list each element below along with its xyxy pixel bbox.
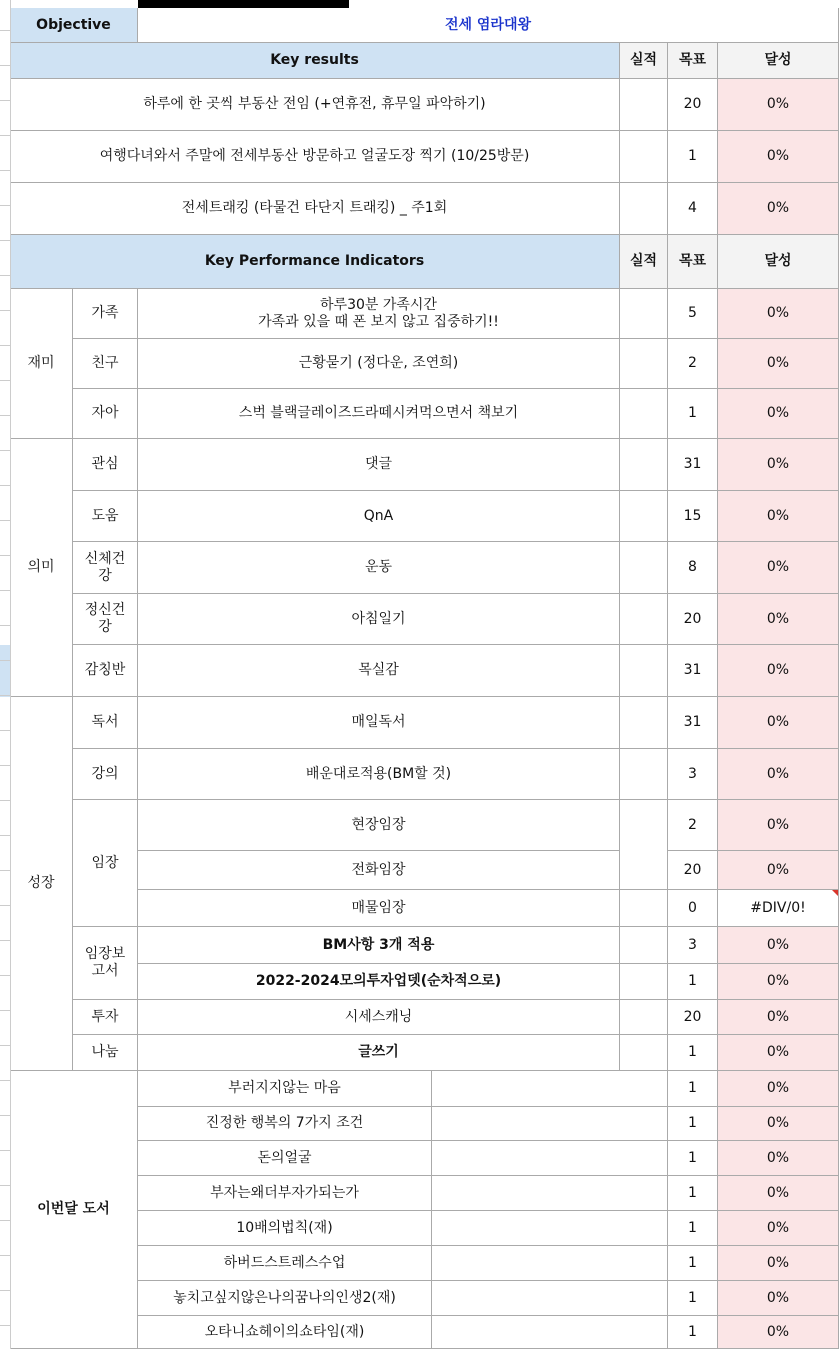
- gutter-gridline: [0, 590, 10, 591]
- kpi-target[interactable]: 20: [668, 851, 718, 890]
- kpi-actual[interactable]: [620, 927, 668, 964]
- kpi-item[interactable]: 매일독서: [138, 697, 620, 749]
- kpi-category[interactable]: 가족: [73, 289, 138, 339]
- kpi-item[interactable]: 하루30분 가족시간 가족과 있을 때 폰 보지 않고 집중하기!!: [138, 289, 620, 339]
- kpi-actual[interactable]: [620, 800, 668, 890]
- key-result-achieved[interactable]: 0%: [718, 131, 839, 183]
- gutter-gridline: [0, 660, 10, 661]
- kpi-target[interactable]: 15: [668, 491, 718, 542]
- kpi-actual[interactable]: [620, 389, 668, 439]
- book-target[interactable]: 1: [668, 1176, 718, 1211]
- book-title[interactable]: 오타니쇼헤이의쇼타임(재): [138, 1316, 432, 1349]
- kpi-category[interactable]: 독서: [73, 697, 138, 749]
- book-achieved[interactable]: 0%: [718, 1211, 839, 1246]
- kpi-achieved[interactable]: 0%: [718, 389, 839, 439]
- kpi-achieved[interactable]: 0%: [718, 289, 839, 339]
- key-result-actual[interactable]: [620, 183, 668, 235]
- book-achieved[interactable]: 0%: [718, 1107, 839, 1141]
- kpi-actual[interactable]: [620, 339, 668, 389]
- kpi-actual[interactable]: [620, 491, 668, 542]
- error-comment-flag-icon: [832, 890, 838, 896]
- gutter-gridline: [0, 730, 10, 731]
- kpi-category[interactable]: 임장보 고서: [73, 927, 138, 1000]
- kpi-category[interactable]: 도움: [73, 491, 138, 542]
- kpi-item[interactable]: 아침일기: [138, 594, 620, 645]
- gutter-gridline: [0, 1150, 10, 1151]
- kpi-category[interactable]: 친구: [73, 339, 138, 389]
- kpi-item[interactable]: 스벅 블랙글레이즈드라떼시켜먹으면서 책보기: [138, 389, 620, 439]
- book-target[interactable]: 1: [668, 1071, 718, 1107]
- kpi-item[interactable]: 댓글: [138, 439, 620, 491]
- book-actual[interactable]: [432, 1141, 668, 1176]
- kpi-achieved[interactable]: #DIV/0!: [718, 890, 839, 927]
- key-result-achieved[interactable]: 0%: [718, 79, 839, 131]
- gutter-gridline: [0, 1255, 10, 1256]
- gutter-gridline: [0, 450, 10, 451]
- key-result-target[interactable]: 20: [668, 79, 718, 131]
- kpi-actual[interactable]: [620, 594, 668, 645]
- key-result-target[interactable]: 1: [668, 131, 718, 183]
- kpi-achieved[interactable]: 0%: [718, 697, 839, 749]
- kpi-achieved[interactable]: 0%: [718, 1000, 839, 1035]
- book-title[interactable]: 부자는왜더부자가되는가: [138, 1176, 432, 1211]
- gutter-gridline: [0, 1080, 10, 1081]
- gutter-gridline: [0, 940, 10, 941]
- book-actual[interactable]: [432, 1176, 668, 1211]
- kpi-category[interactable]: 관심: [73, 439, 138, 491]
- key-result-actual[interactable]: [620, 79, 668, 131]
- kpi-achieved[interactable]: 0%: [718, 594, 839, 645]
- gutter-gridline: [0, 800, 10, 801]
- book-title[interactable]: 10배의법칙(재): [138, 1211, 432, 1246]
- kpi-actual[interactable]: [620, 890, 668, 927]
- book-actual[interactable]: [432, 1281, 668, 1316]
- book-title[interactable]: 놓치고싶지않은나의꿈나의인생2(재): [138, 1281, 432, 1316]
- kpi-category[interactable]: 정신건 강: [73, 594, 138, 645]
- kpi-category[interactable]: 임장: [73, 800, 138, 927]
- kpi-target[interactable]: 1: [668, 1035, 718, 1071]
- gutter-gridline: [0, 1220, 10, 1221]
- gutter-gridline: [0, 905, 10, 906]
- gutter-gridline: [0, 310, 10, 311]
- kpi-item[interactable]: BM사항 3개 적용: [138, 927, 620, 964]
- gutter-gridline: [0, 415, 10, 416]
- book-target[interactable]: 1: [668, 1246, 718, 1281]
- kpi-actual-header[interactable]: 실적: [620, 235, 668, 289]
- gutter-gridline: [0, 765, 10, 766]
- kpi-achieved-header[interactable]: 달성: [718, 235, 839, 289]
- gutter-gridline: [0, 65, 10, 66]
- book-title[interactable]: 부러지지않는 마음: [138, 1071, 432, 1107]
- book-achieved[interactable]: 0%: [718, 1281, 839, 1316]
- gutter-gridline: [0, 135, 10, 136]
- kpi-target[interactable]: 3: [668, 749, 718, 800]
- kpi-actual[interactable]: [620, 1035, 668, 1071]
- gutter-gridline: [0, 30, 10, 31]
- target-header[interactable]: 목표: [668, 43, 718, 79]
- gutter-gridline: [0, 275, 10, 276]
- kpi-actual[interactable]: [620, 439, 668, 491]
- kpi-target[interactable]: 1: [668, 389, 718, 439]
- kpi-target[interactable]: 1: [668, 964, 718, 1000]
- kpi-category[interactable]: 감칭반: [73, 645, 138, 697]
- kpi-actual[interactable]: [620, 1000, 668, 1035]
- gutter-gridline: [0, 240, 10, 241]
- book-target[interactable]: 1: [668, 1141, 718, 1176]
- objective-label[interactable]: Objective: [10, 8, 138, 43]
- kpi-achieved[interactable]: 0%: [718, 927, 839, 964]
- gutter-gridline: [0, 100, 10, 101]
- key-result-target[interactable]: 4: [668, 183, 718, 235]
- book-achieved[interactable]: 0%: [718, 1141, 839, 1176]
- group-books[interactable]: 이번달 도서: [10, 1071, 138, 1349]
- group-growth[interactable]: 성장: [10, 697, 73, 1071]
- kpi-achieved[interactable]: 0%: [718, 645, 839, 697]
- kpi-actual[interactable]: [620, 749, 668, 800]
- kpi-target[interactable]: 31: [668, 439, 718, 491]
- book-achieved[interactable]: 0%: [718, 1316, 839, 1349]
- kpi-item[interactable]: 현장임장: [138, 800, 620, 851]
- kpi-actual[interactable]: [620, 964, 668, 1000]
- key-result-actual[interactable]: [620, 131, 668, 183]
- kpi-category[interactable]: 신체건 강: [73, 542, 138, 594]
- gutter-gridline: [0, 205, 10, 206]
- gutter-gridline: [0, 345, 10, 346]
- book-actual[interactable]: [432, 1107, 668, 1141]
- kpi-actual[interactable]: [620, 645, 668, 697]
- kpi-achieved[interactable]: 0%: [718, 542, 839, 594]
- kpi-actual[interactable]: [620, 289, 668, 339]
- key-results-header[interactable]: Key results: [10, 43, 620, 79]
- book-actual[interactable]: [432, 1316, 668, 1349]
- kpi-item[interactable]: 근황묻기 (정다운, 조연희): [138, 339, 620, 389]
- gutter-gridline: [0, 520, 10, 521]
- kpi-category[interactable]: 나눔: [73, 1035, 138, 1071]
- kpi-category[interactable]: 자아: [73, 389, 138, 439]
- book-title[interactable]: 하버드스트레스수업: [138, 1246, 432, 1281]
- kpi-achieved[interactable]: 0%: [718, 491, 839, 542]
- kpi-item[interactable]: 전화임장: [138, 851, 620, 890]
- kpi-item[interactable]: 목실감: [138, 645, 620, 697]
- book-target[interactable]: 1: [668, 1281, 718, 1316]
- book-actual[interactable]: [432, 1211, 668, 1246]
- book-target[interactable]: 1: [668, 1107, 718, 1141]
- gutter-gridline: [0, 975, 10, 976]
- kpi-target[interactable]: 20: [668, 1000, 718, 1035]
- book-target[interactable]: 1: [668, 1316, 718, 1349]
- book-achieved[interactable]: 0%: [718, 1071, 839, 1107]
- gutter-gridline: [0, 1010, 10, 1011]
- kpi-item[interactable]: 운동: [138, 542, 620, 594]
- key-result-achieved[interactable]: 0%: [718, 183, 839, 235]
- gutter-gridline: [0, 1325, 10, 1326]
- gutter-gridline: [0, 555, 10, 556]
- kpi-achieved[interactable]: 0%: [718, 964, 839, 1000]
- gutter-gridline: [0, 625, 10, 626]
- kpi-item[interactable]: 매물임장: [138, 890, 620, 927]
- kpi-achieved[interactable]: 0%: [718, 800, 839, 851]
- kpi-target-header[interactable]: 목표: [668, 235, 718, 289]
- kpi-item[interactable]: QnA: [138, 491, 620, 542]
- key-result-text[interactable]: 하루에 한 곳씩 부동산 전임 (+연휴전, 휴무일 파악하기): [10, 79, 620, 131]
- kpi-category[interactable]: 강의: [73, 749, 138, 800]
- kpi-achieved[interactable]: 0%: [718, 439, 839, 491]
- kpi-target[interactable]: 31: [668, 645, 718, 697]
- kpi-target[interactable]: 3: [668, 927, 718, 964]
- actual-header[interactable]: 실적: [620, 43, 668, 79]
- book-target[interactable]: 1: [668, 1211, 718, 1246]
- book-achieved[interactable]: 0%: [718, 1176, 839, 1211]
- kpi-actual[interactable]: [620, 697, 668, 749]
- book-achieved[interactable]: 0%: [718, 1246, 839, 1281]
- book-title[interactable]: 돈의얼굴: [138, 1141, 432, 1176]
- gutter-gridline: [0, 380, 10, 381]
- group-meaning[interactable]: 의미: [10, 439, 73, 697]
- objective-value[interactable]: 전세 염라대왕: [138, 8, 839, 43]
- kpi-achieved[interactable]: 0%: [718, 339, 839, 389]
- gutter-gridline: [0, 170, 10, 171]
- kpi-item[interactable]: 2022-2024모의투자업뎃(순차적으로): [138, 964, 620, 1000]
- gutter-gridline: [0, 1185, 10, 1186]
- key-result-text[interactable]: 여행다녀와서 주말에 전세부동산 방문하고 얼굴도장 찍기 (10/25방문): [10, 131, 620, 183]
- book-title[interactable]: 진정한 행복의 7가지 조건: [138, 1107, 432, 1141]
- kpi-target[interactable]: 8: [668, 542, 718, 594]
- kpi-target[interactable]: 5: [668, 289, 718, 339]
- kpi-achieved[interactable]: 0%: [718, 1035, 839, 1071]
- kpi-item[interactable]: 글쓰기: [138, 1035, 620, 1071]
- key-result-text[interactable]: 전세트래킹 (타물건 타단지 트래킹) _ 주1회: [10, 183, 620, 235]
- kpi-target[interactable]: 31: [668, 697, 718, 749]
- kpi-target[interactable]: 2: [668, 339, 718, 389]
- kpi-item[interactable]: 시세스캐닝: [138, 1000, 620, 1035]
- achieved-header[interactable]: 달성: [718, 43, 839, 79]
- kpi-actual[interactable]: [620, 542, 668, 594]
- row-gutter-selection: [0, 645, 10, 697]
- gutter-gridline: [0, 695, 10, 696]
- kpi-achieved[interactable]: 0%: [718, 851, 839, 890]
- kpi-target[interactable]: 20: [668, 594, 718, 645]
- kpi-target[interactable]: 0: [668, 890, 718, 927]
- kpi-header[interactable]: Key Performance Indicators: [10, 235, 620, 289]
- book-actual[interactable]: [432, 1071, 668, 1107]
- group-fun[interactable]: 재미: [10, 289, 73, 439]
- kpi-category[interactable]: 투자: [73, 1000, 138, 1035]
- gutter-gridline: [0, 835, 10, 836]
- gutter-gridline: [0, 1115, 10, 1116]
- kpi-item[interactable]: 배운대로적용(BM할 것): [138, 749, 620, 800]
- selected-cell-border: [138, 0, 349, 8]
- gutter-gridline: [0, 485, 10, 486]
- gutter-gridline: [0, 870, 10, 871]
- gutter-gridline: [0, 1045, 10, 1046]
- book-actual[interactable]: [432, 1246, 668, 1281]
- gutter-gridline: [0, 1290, 10, 1291]
- kpi-target[interactable]: 2: [668, 800, 718, 851]
- kpi-achieved[interactable]: 0%: [718, 749, 839, 800]
